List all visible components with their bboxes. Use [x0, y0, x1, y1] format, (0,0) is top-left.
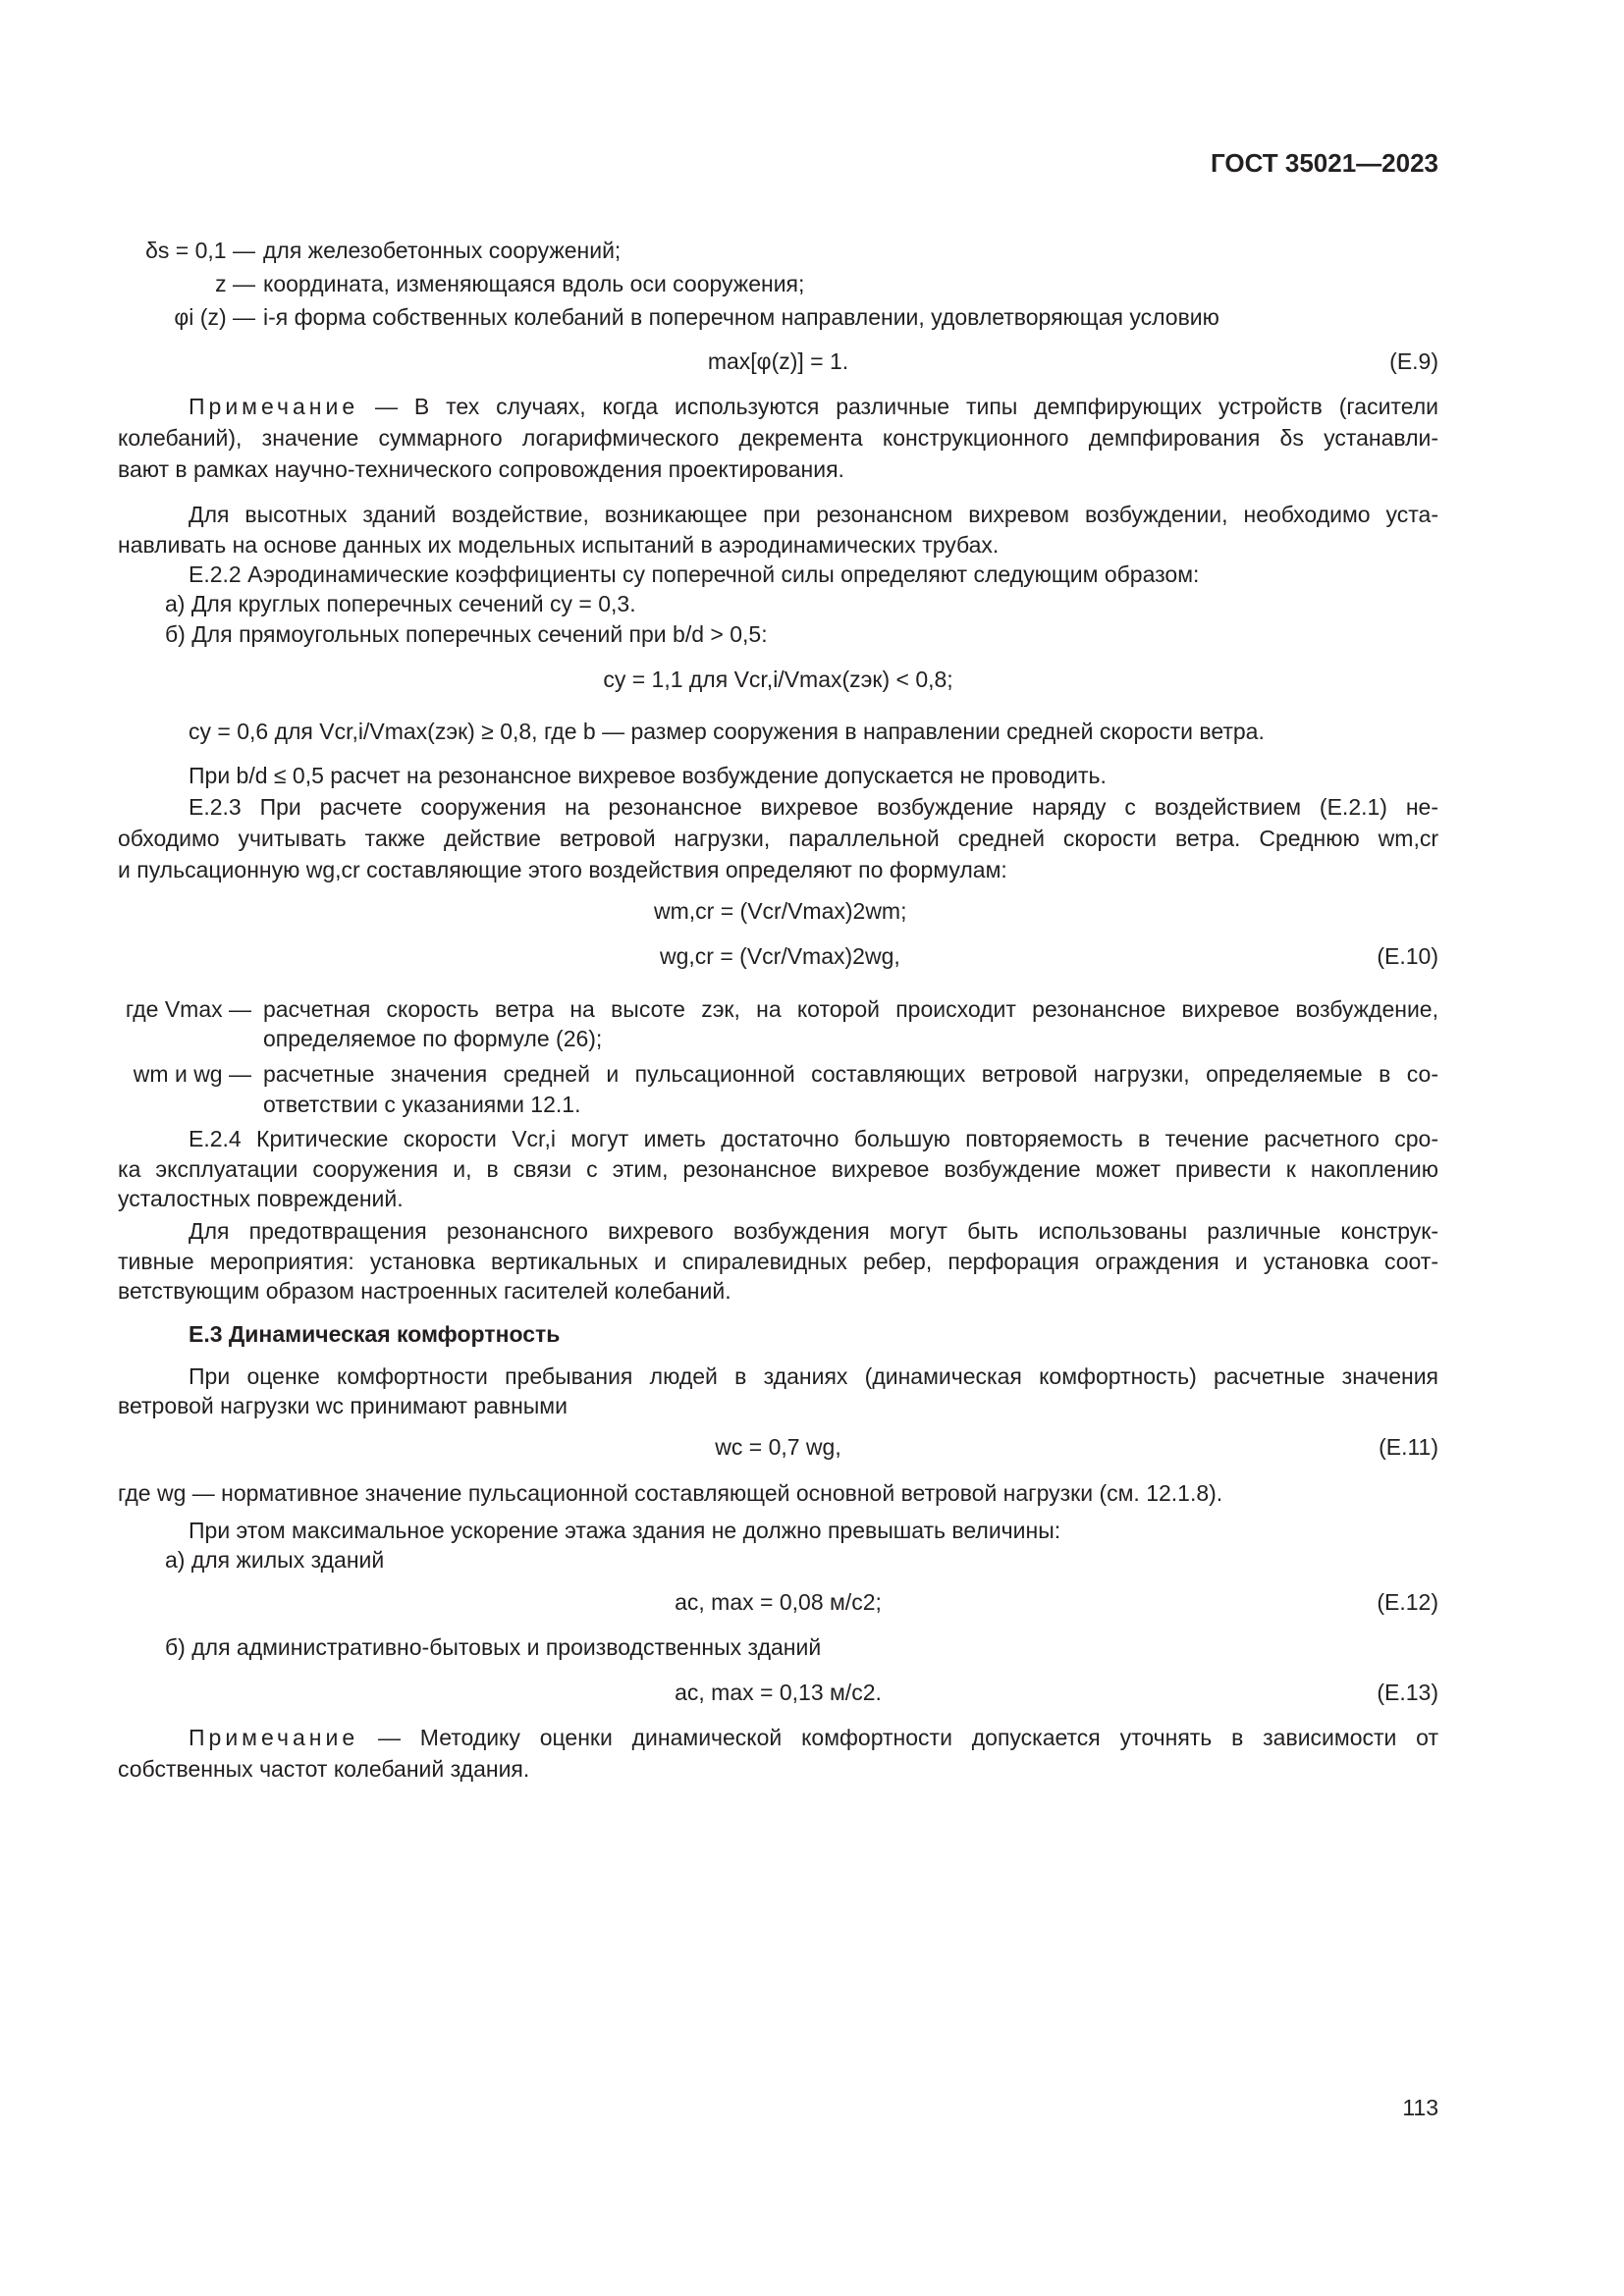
equation-number: (Е.9)	[1389, 348, 1438, 374]
note-line: Примечание — В тех случаях, когда используются различные типы демпфирующих устройств (гасители	[189, 394, 1438, 419]
note-line: Примечание — Методику оценки динамической комфортности допускается уточнять в зависимости от	[189, 1725, 1439, 1750]
where-symbol: где Vmax —	[125, 996, 251, 1022]
clause-e23: Е.2.3 При расчете сооружения на резонансное вихревое возбуждение наряду с воздействием (Е.2.1) не-	[189, 794, 1438, 820]
where-text: расчетная скорость ветра на высоте zэк, на которой происходит резонансное вихревое возбуждение,	[263, 996, 1438, 1022]
where-text: определяемое по формуле (26);	[263, 1026, 603, 1051]
paragraph-line: где wg — нормативное значение пульсационной составляющей основной ветровой нагрузки (см. 12.1.8).	[118, 1480, 1223, 1506]
paragraph-line: При оценке комфортности пребывания людей в зданиях (динамическая комфортность) расчетные значения	[189, 1363, 1438, 1389]
paragraph-line: ка эксплуатации сооружения и, в связи с этим, резонансное вихревое возбуждение может привести к накоплению	[118, 1156, 1438, 1182]
section-heading: Е.3 Динамическая комфортность	[189, 1321, 561, 1347]
where-text: ответствии с указаниями 12.1.	[263, 1092, 581, 1117]
clause-e24: Е.2.4 Критические скорости Vcr,i могут иметь достаточно большую повторяемость в течение расчетного сро-	[189, 1126, 1438, 1151]
paragraph-line: обходимо учитывать также действие ветровой нагрузки, параллельной средней скорости ветра. Среднюю wm,cr	[118, 826, 1438, 851]
document-header: ГОСТ 35021—2023	[1211, 148, 1438, 178]
note-line: колебаний), значение суммарного логарифмического декремента конструкционного демпфирования δs устанавли-	[118, 425, 1438, 451]
paragraph-line: ветствующим образом настроенных гасителей колебаний.	[118, 1278, 731, 1304]
note-line: собственных частот колебаний здания.	[118, 1756, 530, 1782]
clause-e22: Е.2.2 Аэродинамические коэффициенты cy поперечной силы определяют следующим образом:	[189, 561, 1200, 587]
paragraph-line: тивные мероприятия: установка вертикальных и спиралевидных ребер, перфорация ограждения и установка соот-	[118, 1249, 1438, 1274]
paragraph-line: и пульсационную wg,cr составляющие этого воздействия определяют по формулам:	[118, 857, 1007, 882]
where-text: расчетные значения средней и пульсационной составляющих ветровой нагрузки, определяемые в со-	[263, 1061, 1438, 1087]
list-item: а) Для круглых поперечных сечений cy = 0,3.	[165, 591, 636, 616]
formula: wm,cr = (Vcr/Vmax)2wm;	[654, 898, 907, 924]
where-symbol: wm и wg —	[133, 1061, 251, 1087]
formula: ac, max = 0,13 м/с2.	[675, 1680, 882, 1705]
equation-number: (Е.13)	[1377, 1680, 1438, 1705]
note-line: вают в рамках научно-технического сопровождения проектирования.	[118, 456, 844, 482]
formula: wc = 0,7 wg,	[715, 1434, 841, 1460]
formula: cy = 1,1 для Vcr,i/Vmax(zэк) < 0,8;	[603, 667, 953, 692]
formula-line: cy = 0,6 для Vcr,i/Vmax(zэк) ≥ 0,8, где b — размер сооружения в направлении средней скорости ветра.	[189, 719, 1265, 744]
page-number: 113	[1402, 2095, 1438, 2120]
paragraph-line: ветровой нагрузки wc принимают равными	[118, 1393, 568, 1418]
def-symbol: δs = 0,1 —	[145, 238, 255, 263]
formula: ac, max = 0,08 м/с2;	[675, 1589, 882, 1615]
equation-e9: max[φ(z)] = 1.	[707, 348, 849, 374]
equation-number: (Е.11)	[1379, 1434, 1438, 1460]
formula: wg,cr = (Vcr/Vmax)2wg,	[660, 943, 900, 969]
equation-number: (Е.12)	[1377, 1589, 1438, 1615]
list-item: а) для жилых зданий	[165, 1547, 385, 1573]
paragraph-line: навливать на основе данных их модельных испытаний в аэродинамических трубах.	[118, 532, 1000, 558]
paragraph-line: Для высотных зданий воздействие, возникающее при резонансном вихревом возбуждении, необходимо уста-	[189, 502, 1438, 527]
def-symbol: φi (z) —	[174, 304, 255, 330]
def-symbol: z —	[215, 271, 255, 296]
paragraph-line: Для предотвращения резонансного вихревого возбуждения могут быть использованы различные конструк-	[189, 1218, 1438, 1244]
def-text: координата, изменяющаяся вдоль оси сооружения;	[263, 271, 805, 296]
list-item: б) для административно-бытовых и производственных зданий	[165, 1634, 822, 1660]
paragraph-line: При этом максимальное ускорение этажа здания не должно превышать величины:	[189, 1518, 1061, 1543]
def-text: i-я форма собственных колебаний в поперечном направлении, удовлетворяющая условию	[263, 304, 1219, 330]
paragraph-line: усталостных повреждений.	[118, 1186, 404, 1211]
equation-number: (Е.10)	[1377, 943, 1438, 969]
list-item: б) Для прямоугольных поперечных сечений при b/d > 0,5:	[165, 621, 768, 647]
paragraph-line: При b/d ≤ 0,5 расчет на резонансное вихревое возбуждение допускается не проводить.	[189, 763, 1107, 788]
def-text: для железобетонных сооружений;	[263, 238, 622, 263]
